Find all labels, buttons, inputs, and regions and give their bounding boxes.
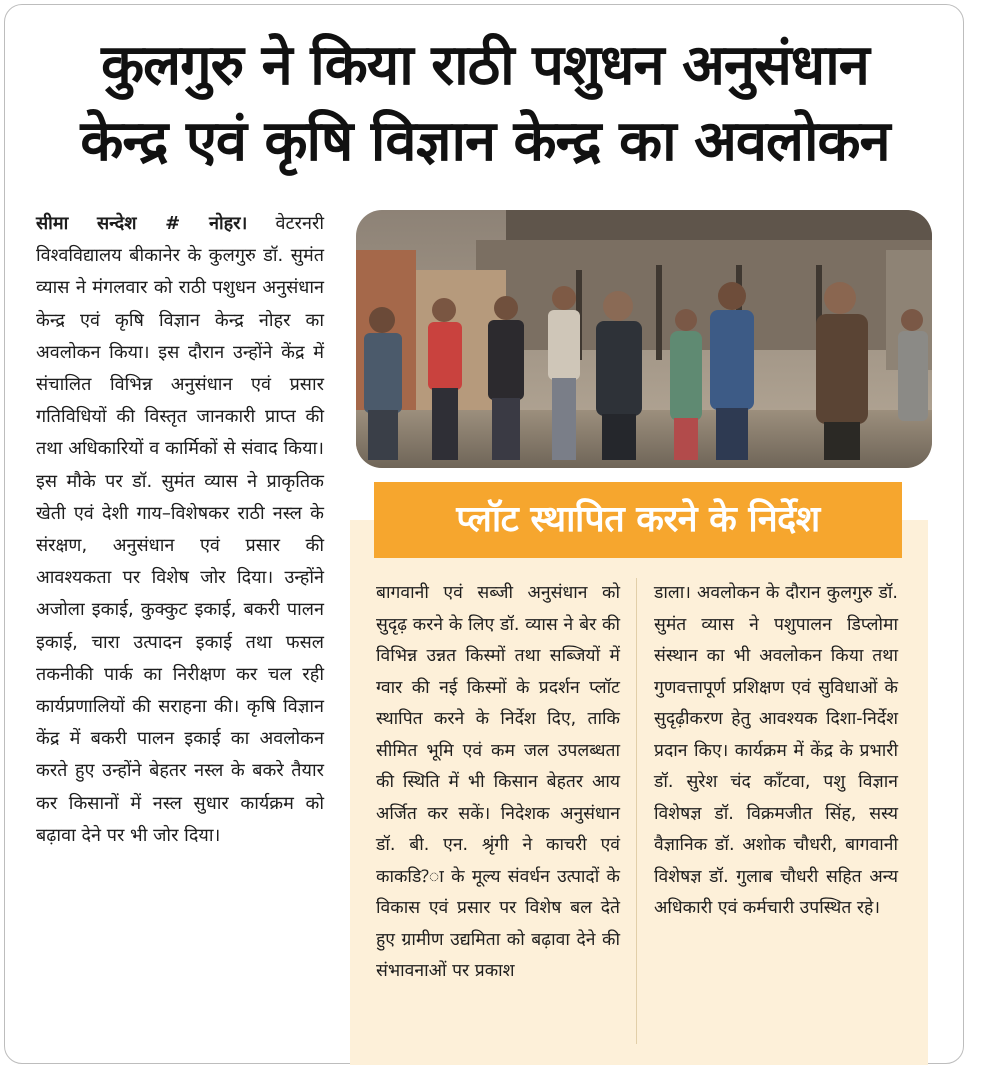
headline-line-1: कुलगुरु ने किया राठी पशुधन अनुसंधान	[101, 33, 869, 98]
sidebar-column-1: बागवानी एवं सब्जी अनुसंधान को सुदृढ़ करने के लिए डॉ. व्यास ने बेर की विभिन्न उन्नत किस्मों तथा सब्जियों में ग्वार की नई किस्मों के प्रदर्शन प्लॉट स्थापित करने के निर्देश दिए, ताकि सीमित भूमि एवं कम जल उपलब्धता की स्थिति में भी किसान बेहतर आय अर्जित कर सकें। निदेशक अनुसंधान डॉ. बी. एन. श्रृंगी ने काचरी एवं काकडि?ा के मूल्य संवर्धन उत्पादों के विकास एवं प्रसार पर विशेष बल देते हुए ग्रामीण उद्यमिता को बढ़ावा देने की संभावनाओं पर प्रकाश	[376, 583, 620, 981]
sidebar-column-2: डाला। अवलोकन के दौरान कुलगुरु डॉ. सुमंत व्यास ने पशुपालन डिप्लोमा संस्थान का भी अवलोकन किया तथा गुणवत्तापूर्ण प्रशिक्षण एवं सुविधाओं के सुदृढ़ीकरण हेतु आवश्यक दिशा-निर्देश प्रदान किए। कार्यक्रम में केंद्र के प्रभारी डॉ. सुरेश चंद काँटवा, पशु विज्ञान विशेषज्ञ डॉ. विक्रमजीत सिंह, सस्य वैज्ञानिक डॉ. अशोक चौधरी, बागवानी विशेषज्ञ डॉ. गुलाब चौधरी सहित अन्य अधिकारी एवं कर्मचारी उपस्थित रहे।	[654, 583, 898, 918]
sidebar-banner: प्लॉट स्थापित करने के निर्देश	[374, 482, 902, 558]
column-divider	[636, 578, 637, 1044]
dateline: सीमा सन्देश # नोहर।	[36, 213, 248, 234]
headline	[10, 28, 960, 180]
photo-illustration	[356, 210, 932, 468]
article-body	[36, 208, 324, 852]
news-photo	[356, 210, 932, 468]
article-intro: वेटरनरी विश्वविद्यालय बीकानेर के कुलगुरु डॉ. सुमंत व्यास ने मंगलवार को राठी पशुधन अनुसंधान केन्द्र एवं कृषि विज्ञान केन्द्र नोहर का अवलोकन किया। इस दौरान उन्होंने केंद्र में संचालित विभिन्न अनुसंधान एवं प्रसार गतिविधियों की विस्तृत जानकारी प्राप्त की तथा अधिकारियों व कार्मिकों से संवाद किया। इस मौके पर डॉ. सुमंत व्यास ने प्राकृतिक खेती एवं देशी गाय–विशेषकर राठी नस्ल के संरक्षण, अनुसंधान एवं प्रसार की आवश्यकता पर विशेष जोर दिया। उन्होंने अजोला इकाई, कुक्कुट इकाई, बकरी पालन इकाई, चारा उत्पादन इकाई तथा फसल तकनीकी पार्क का निरीक्षण कर चल रही कार्यप्रणालियों की सराहना की। कृषि विज्ञान केंद्र में बकरी पालन इकाई का अवलोकन करते हुए उन्होंने बेहतर नस्ल के बकरे तैयार कर किसानों में नस्ल सुधार कार्यक्रम को बढ़ावा देने पर भी जोर दिया।	[36, 213, 324, 846]
headline-line-2: केन्द्र एवं कृषि विज्ञान केन्द्र का अवलोकन	[80, 109, 890, 174]
